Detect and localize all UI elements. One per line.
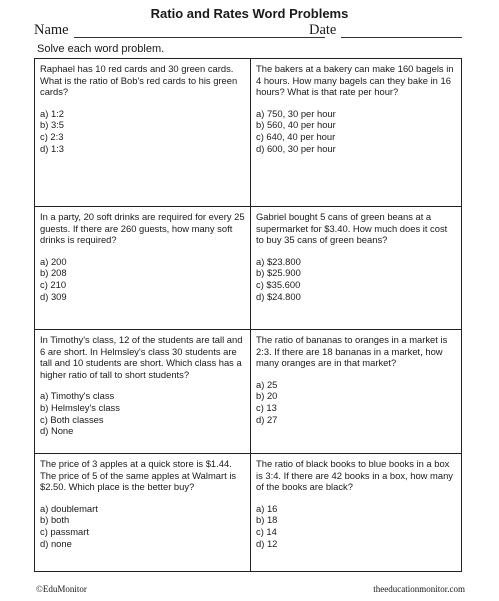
answer-option: b) 560, 40 per hour bbox=[256, 119, 336, 131]
answer-option: b) 18 bbox=[256, 514, 278, 526]
date-label: Date bbox=[309, 22, 337, 38]
answer-options bbox=[40, 108, 246, 154]
problem-question: In a party, 20 soft drinks are required for every 25 guests. If there are 260 guests, how many soft drinks is required? bbox=[40, 211, 245, 246]
problem-question: Gabriel bought 5 cans of green beans at a supermarket for $3.40. How much does it cost to buy 35 cans of green beans? bbox=[256, 211, 448, 246]
answer-options bbox=[40, 390, 246, 436]
answer-option: c) 210 bbox=[40, 278, 67, 290]
problem-question: The ratio of bananas to oranges in a market is 2:3. If there are 18 bananas in a market, how many oranges are in that market? bbox=[256, 334, 448, 369]
problem-cell bbox=[35, 207, 251, 330]
problem-question: The ratio of black books to blue books in a box is 3:4. If there are 42 books in a box, how many of the books are black? bbox=[256, 458, 453, 493]
answer-option: a) 25 bbox=[256, 378, 278, 390]
answer-option: c) passmart bbox=[40, 525, 89, 537]
problem-cell bbox=[35, 454, 251, 571]
problem-cell bbox=[35, 330, 251, 454]
problem-cell bbox=[251, 207, 461, 330]
answer-option: a) Timothy's class bbox=[40, 390, 115, 402]
answer-option: c) $35.600 bbox=[256, 278, 301, 290]
problem-question: Raphael has 10 red cards and 30 green cards. What is the ratio of Bob's red cards to his green cards? bbox=[40, 63, 238, 98]
answer-option: a) 16 bbox=[256, 502, 278, 514]
problem-cell bbox=[35, 59, 251, 207]
name-date-row bbox=[34, 22, 466, 40]
answer-option: d) None bbox=[40, 425, 74, 437]
answer-options bbox=[256, 503, 457, 549]
name-label: Name bbox=[34, 22, 69, 38]
problems-grid bbox=[34, 58, 462, 572]
answer-option: b) Helmsley's class bbox=[40, 401, 120, 413]
copyright-text: ©EduMonitor bbox=[36, 584, 87, 594]
problem-cell bbox=[251, 454, 461, 571]
answer-option: c) 13 bbox=[256, 401, 277, 413]
answer-option: d) 1:3 bbox=[40, 142, 64, 154]
name-line bbox=[74, 37, 325, 38]
answer-option: b) 20 bbox=[256, 390, 278, 402]
answer-options bbox=[40, 503, 246, 549]
answer-option: d) 600, 30 per hour bbox=[256, 142, 336, 154]
answer-options bbox=[256, 379, 457, 425]
answer-option: d) 27 bbox=[256, 413, 278, 425]
date-line bbox=[341, 37, 462, 38]
answer-option: c) 14 bbox=[256, 525, 277, 537]
answer-option: b) 3:5 bbox=[40, 119, 64, 131]
answer-option: c) 640, 40 per hour bbox=[256, 130, 336, 142]
problem-question: The bakers at a bakery can make 160 bagels in 4 hours. How many bagels can they bake in 16 hours? What is that rate per hour? bbox=[256, 63, 454, 98]
answer-option: a) 1:2 bbox=[40, 107, 64, 119]
answer-option: a) doublemart bbox=[40, 502, 98, 514]
answer-options bbox=[256, 256, 457, 302]
website-text: theeducationmonitor.com bbox=[373, 584, 465, 594]
answer-option: d) 309 bbox=[40, 290, 67, 302]
answer-options bbox=[40, 256, 246, 302]
answer-option: d) none bbox=[40, 537, 72, 549]
answer-option: b) $25.900 bbox=[256, 267, 301, 279]
answer-option: a) 750, 30 per hour bbox=[256, 107, 336, 119]
answer-option: d) 12 bbox=[256, 537, 278, 549]
answer-option: a) $23.800 bbox=[256, 255, 301, 267]
answer-option: a) 200 bbox=[40, 255, 67, 267]
answer-option: b) 208 bbox=[40, 267, 67, 279]
answer-options bbox=[256, 108, 457, 154]
answer-option: b) both bbox=[40, 514, 70, 526]
problem-cell bbox=[251, 330, 461, 454]
answer-option: c) Both classes bbox=[40, 413, 104, 425]
answer-option: c) 2:3 bbox=[40, 130, 64, 142]
worksheet-title: Ratio and Rates Word Problems bbox=[150, 6, 349, 21]
problem-question: The price of 3 apples at a quick store is $1.44. The price of 5 of the same apples at Walmart is $2.50. Which place is the better buy? bbox=[40, 458, 237, 493]
instructions: Solve each word problem. bbox=[37, 43, 165, 55]
problem-question: In Timothy's class, 12 of the students are tall and 6 are short. In Helmsley's class 30 students are tall and 10 students are short. Which class has a higher ratio of tall to short students? bbox=[40, 334, 243, 380]
answer-option: d) $24.800 bbox=[256, 290, 301, 302]
problem-cell bbox=[251, 59, 461, 207]
